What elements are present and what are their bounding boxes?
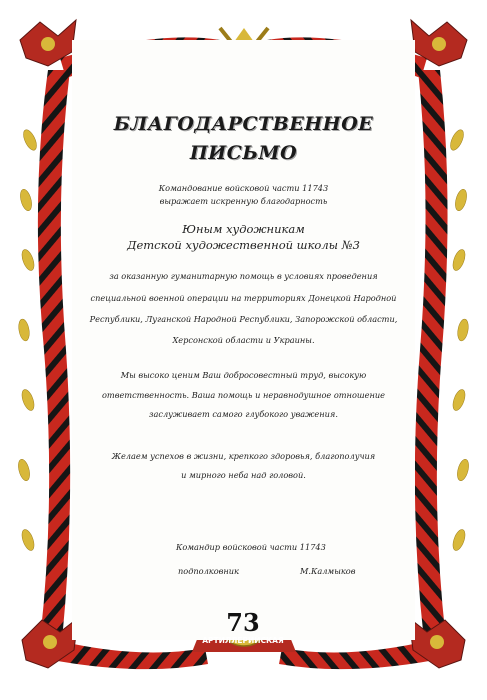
badge-label: АРТИЛЛЕРИЙСКАЯ	[202, 636, 284, 645]
intro-line1: Командование войсковой части 11743	[158, 183, 329, 193]
badge-number: 73	[226, 608, 260, 637]
left-ribbon	[38, 70, 70, 640]
right-ribbon	[415, 70, 448, 640]
paragraph-3-line1: Желаем успехов в жизни, крепкого здоровья, благополучия	[111, 451, 376, 461]
paragraph-1-line3: Республики, Луганской Народной Республики, Запорожской области,	[89, 314, 398, 324]
recipient-line2: Детской художественной школы №3	[127, 238, 360, 252]
paragraph-2-line1: Мы высоко ценим Ваш добросовестный труд, высокую	[120, 370, 367, 380]
signatory-name: М.Калмыков	[300, 566, 356, 576]
paragraph-1-line2: специальной военной операции на территориях Донецкой Народной	[90, 293, 397, 303]
paragraph-2-line2: ответственность. Ваша помощь и неравнодушное отношение	[102, 390, 385, 400]
paragraph-2-line3: заслуживает самого глубокого уважения.	[149, 409, 338, 419]
document-title-line2: ПИСЬМО	[189, 142, 298, 164]
intro-line2: выражает искренную благодарность	[159, 196, 328, 206]
paragraph-3-line2: и мирного неба над головой.	[181, 470, 306, 480]
signatory-role: Командир войсковой части 11743	[176, 542, 326, 552]
paragraph-1-line4: Херсонской области и Украины.	[172, 335, 315, 345]
left-laurel	[16, 128, 39, 552]
paragraph-1-line1: за оказанную гуманитарную помощь в условиях проведения	[109, 271, 378, 281]
right-laurel	[448, 128, 471, 552]
signatory-rank: подполковник	[178, 566, 239, 576]
recipient-line1: Юным художникам	[182, 222, 305, 236]
document-title-line1: БЛАГОДАРСТВЕННОЕ	[113, 113, 374, 135]
